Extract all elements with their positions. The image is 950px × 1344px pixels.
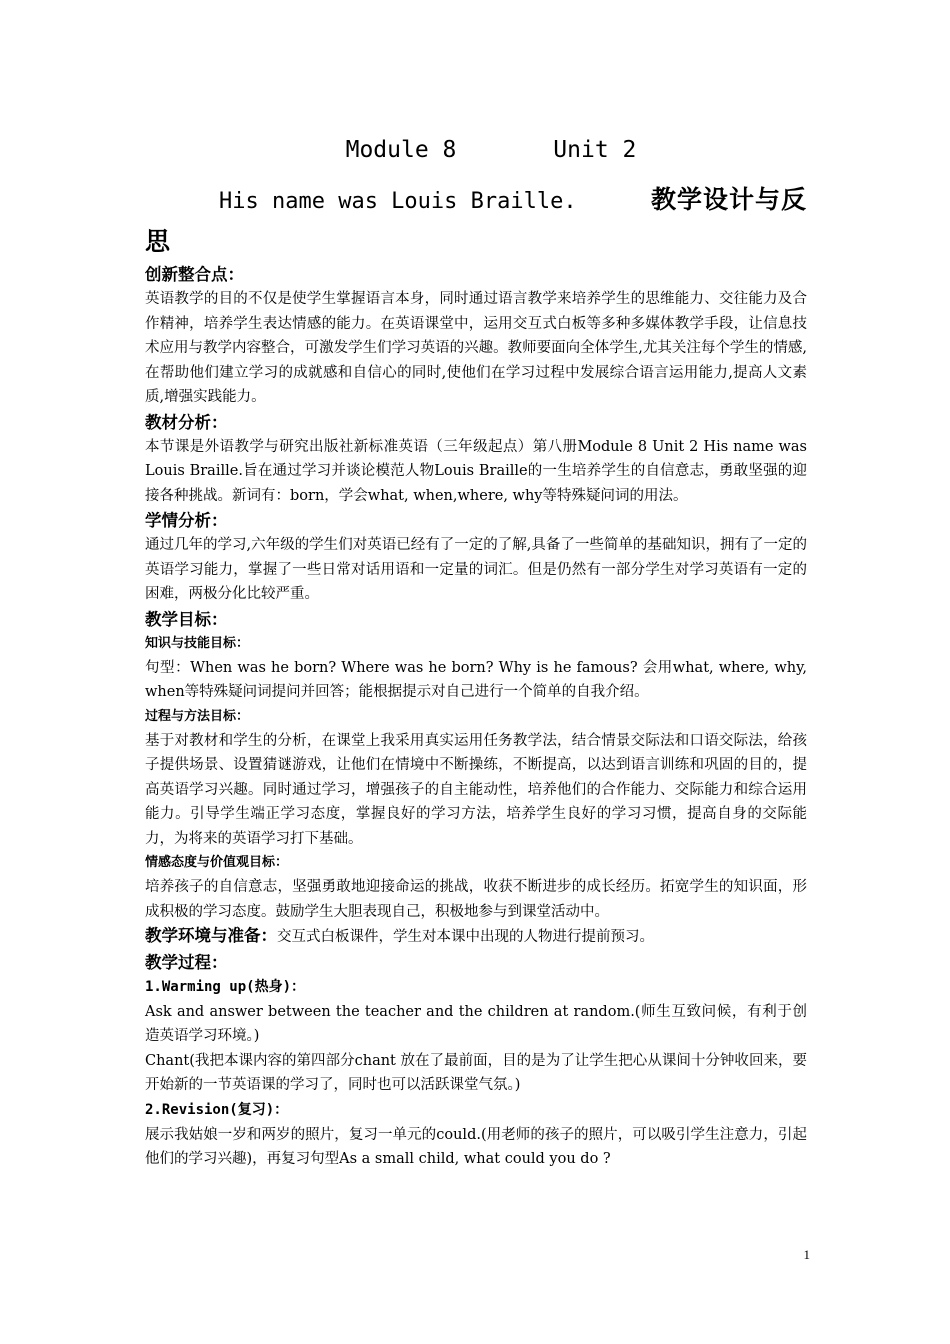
title-continuation: 思 (145, 227, 171, 256)
step1-heading: 1.Warming up(热身)： (145, 978, 306, 995)
process-goals-text: 基于对教材和学生的分析，在课堂上我采用真实运用任务教学法，结合情景交际法和口语交际法，给孩子提供场景、设置猜谜游戏，让他们在情境中不断操练，不断提高，以达到语言训练和巩固的目的，提高英语学习兴趣。同时通过学习，增强孩子的自主能动性，培养他们的合作能力、交际能力和综合运用能力。引导学生端正学习态度，掌握良好的学习方法，培养学生良好的学习习惯，提高自身的交际能力，为将来的英语学习打下基础。 (145, 732, 807, 847)
title-lesson-english: His name was Louis Braille. (219, 189, 577, 214)
document-body (145, 130, 807, 1172)
step1-text-2: Chant(我把本课内容的第四部分chant 放在了最前面，目的是为了让学生把心从课间十分钟收回来，要开始新的一节英语课的学习了，同时也可以活跃课堂气氛。) (145, 1052, 807, 1093)
step1-text-1: Ask and answer between the teacher and the children at random.(师生互致问候，有利于创造英语学习环境。) (145, 1003, 807, 1044)
title-lesson-chinese: 教学设计与反 (650, 185, 807, 214)
innovation-text: 英语教学的目的不仅是使学生掌握语言本身，同时通过语言教学来培养学生的思维能力、交往能力及合作精神，培养学生表达情感的能力。在英语课堂中，运用交互式白板等多种多媒体教学手段，让信息技术应用与教学内容整合，可激发学生们学习英语的兴趣。教师要面向全体学生,尤其关注每个学生的情感,在帮助他们建立学习的成就感和自信心的同时,使他们在学习过程中发展综合语言运用能力,提高人文素质,增强实践能力。 (145, 291, 807, 405)
emotion-goals-heading: 情感态度与价值观目标： (145, 855, 289, 870)
students-heading: 学情分析： (145, 511, 228, 530)
emotion-goals-text: 培养孩子的自信意志，坚强勇敢地迎接命运的挑战，收获不断进步的成长经历。拓宽学生的知识面，形成积极的学习态度。鼓励学生大胆表现自己，积极地参与到课堂活动中。 (145, 879, 807, 920)
process-heading: 教学过程： (145, 952, 228, 972)
innovation-heading: 创新整合点： (145, 265, 244, 284)
title-lesson (145, 178, 807, 222)
knowledge-goals-heading: 知识与技能目标： (145, 635, 250, 651)
students-text: 通过几年的学习,六年级的学生们对英语已经有了一定的了解,具备了一些简单的基础知识，拥有了一定的英语学习能力，掌握了一些日常对话用语和一定量的词汇。但是仍然有一部分学生对学习英语有一定的困难，两极分化比较严重。 (145, 537, 807, 602)
environment-text: 交互式白板课件，学生对本课中出现的人物进行提前预习。 (277, 929, 654, 945)
environment-heading: 教学环境与准备： (145, 926, 277, 945)
goals-heading: 教学目标： (145, 609, 228, 629)
step2-text: 展示我姑娘一岁和两岁的照片，复习一单元的could.(用老师的孩子的照片，可以吸引学生注意力，引起他们的学习兴趣)，再复习句型As a small child, what could you do ? (145, 1126, 807, 1167)
knowledge-goals-text: 句型：When was he born? Where was he born? Why is he famous? 会用what, where, why, when等特殊疑问词提问并回答；能根据提示对自己进行一个简单的自我介绍。 (145, 659, 807, 700)
material-text: 本节课是外语教学与研究出版社新标准英语（三年级起点）第八册Module 8 Unit 2 His name was Louis Braille.旨在通过学习并谈论模范人物Louis Braille的一生培养学生的自信意志，勇敢坚强的迎接各种挑战。新词有：born，学会what, when,where, why等特殊疑问词的用法。 (145, 438, 807, 504)
title-module-unit: Module 8 Unit 2 (345, 137, 637, 163)
page-number: 1 (803, 1247, 810, 1262)
environment-paragraph (145, 924, 807, 950)
material-heading: 教材分析： (145, 412, 228, 432)
process-goals-heading: 过程与方法目标： (145, 708, 250, 724)
step2-heading: 2.Revision(复习)： (145, 1101, 289, 1118)
